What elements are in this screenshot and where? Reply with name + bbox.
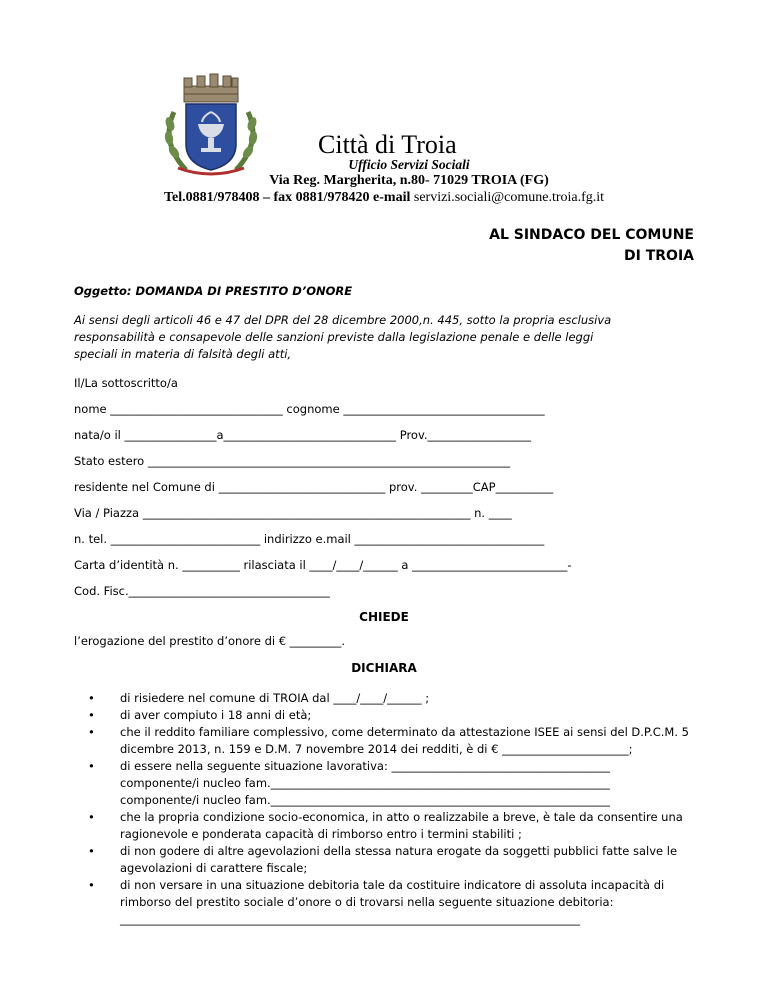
declaration-item-cont: rimborso del prestito sociale d’onore o di trovarsi nella seguente situazione debitoria: [120,895,614,909]
recipient-line-1: AL SINDACO DEL COMUNE [489,227,694,243]
declaration-item-cont[interactable]: ________________________________________________________________________________ [120,912,580,926]
declaration-item-cont: ragionevole e ponderata capacità di rimborso entro i termini stabiliti ; [120,827,522,841]
declaration-item[interactable]: • di essere nella seguente situazione lavorativa: ______________________________________ [74,758,694,775]
chiede-title: CHIEDE [359,610,409,624]
tel-fax: Tel.0881/978408 – fax 0881/978420 e-mail [163,190,411,205]
dichiara-title: DICHIARA [351,661,417,675]
form-line-street[interactable]: Via / Piazza _________________________________________________________ n. ____ [74,506,512,520]
form-line-name[interactable]: nome ______________________________ cognome ___________________________________ [74,402,545,416]
declaration-item-cont[interactable]: dicembre 2013, n. 159 e D.M. 7 novembre 2014 dei redditi, è di € ______________________; [120,742,633,756]
recipient-block [489,225,694,267]
chiede-text[interactable]: l’erogazione del prestito d’onore di € _________. [74,634,346,648]
city-name: Città di Troia [318,130,457,159]
subject-line: Oggetto: DOMANDA DI PRESTITO D’ONORE [74,284,353,298]
contact-line [0,190,768,206]
form-line-id-card[interactable]: Carta d’identità n. __________ rilasciata il ____/____/______ a ___________________________- [74,558,572,572]
form-line-residence[interactable]: residente nel Comune di _____________________________ prov. _________CAP__________ [74,480,554,494]
declaration-item: • che il reddito familiare complessivo, come determinato da attestazione ISEE ai sensi del D.P.C.M. 5 [74,724,694,741]
form-line-tax-code[interactable]: Cod. Fisc.___________________________________ [74,584,330,598]
office-name: Ufficio Servizi Sociali [348,157,470,172]
declaration-item: • di non godere di altre agevolazioni della stessa natura erogate da soggetti pubblici fatte salve le [74,843,694,860]
declaration-item-cont: agevolazioni di carattere fiscale; [120,861,308,875]
declaration-item: • di aver compiuto i 18 anni di età; [74,707,694,724]
form-line-birth[interactable]: nata/o il ________________a______________________________ Prov.__________________ [74,428,532,442]
declaration-item[interactable]: • di risiedere nel comune di TROIA dal ____/____/______ ; [74,690,694,707]
email-address: servizi.sociali@comune.troia.fg.it [413,190,605,205]
office-address: Via Reg. Margherita, n.80- 71029 TROIA (FG) [269,173,549,188]
recipient-line-2: DI TROIA [624,248,694,264]
declaration-list [74,690,694,928]
form-line-foreign-state[interactable]: Stato estero _______________________________________________________________ [74,454,511,468]
declaration-item: • di non versare in una situazione debitoria tale da costituire indicatore di assoluta incapacità di [74,877,694,894]
form-line-phone-email[interactable]: n. tel. __________________________ indirizzo e.mail _________________________________ [74,532,545,546]
form-line-intro: Il/La sottoscritto/a [74,376,178,390]
preamble-text: Ai sensi degli articoli 46 e 47 del DPR del 28 dicembre 2000,n. 445, sotto la propria esclusiva responsabilità e consapevole delle sanzioni previste dalla legislazione penale e delle leggi speciali in materia di falsità degli atti, [74,313,612,361]
declaration-item-cont[interactable]: componente/i nucleo fam.___________________________________________________________ [120,776,610,790]
declaration-item: • che la propria condizione socio-economica, in atto o realizzabile a breve, è tale da consentire una [74,809,694,826]
declaration-item-cont[interactable]: componente/i nucleo fam.___________________________________________________________ [120,793,610,807]
